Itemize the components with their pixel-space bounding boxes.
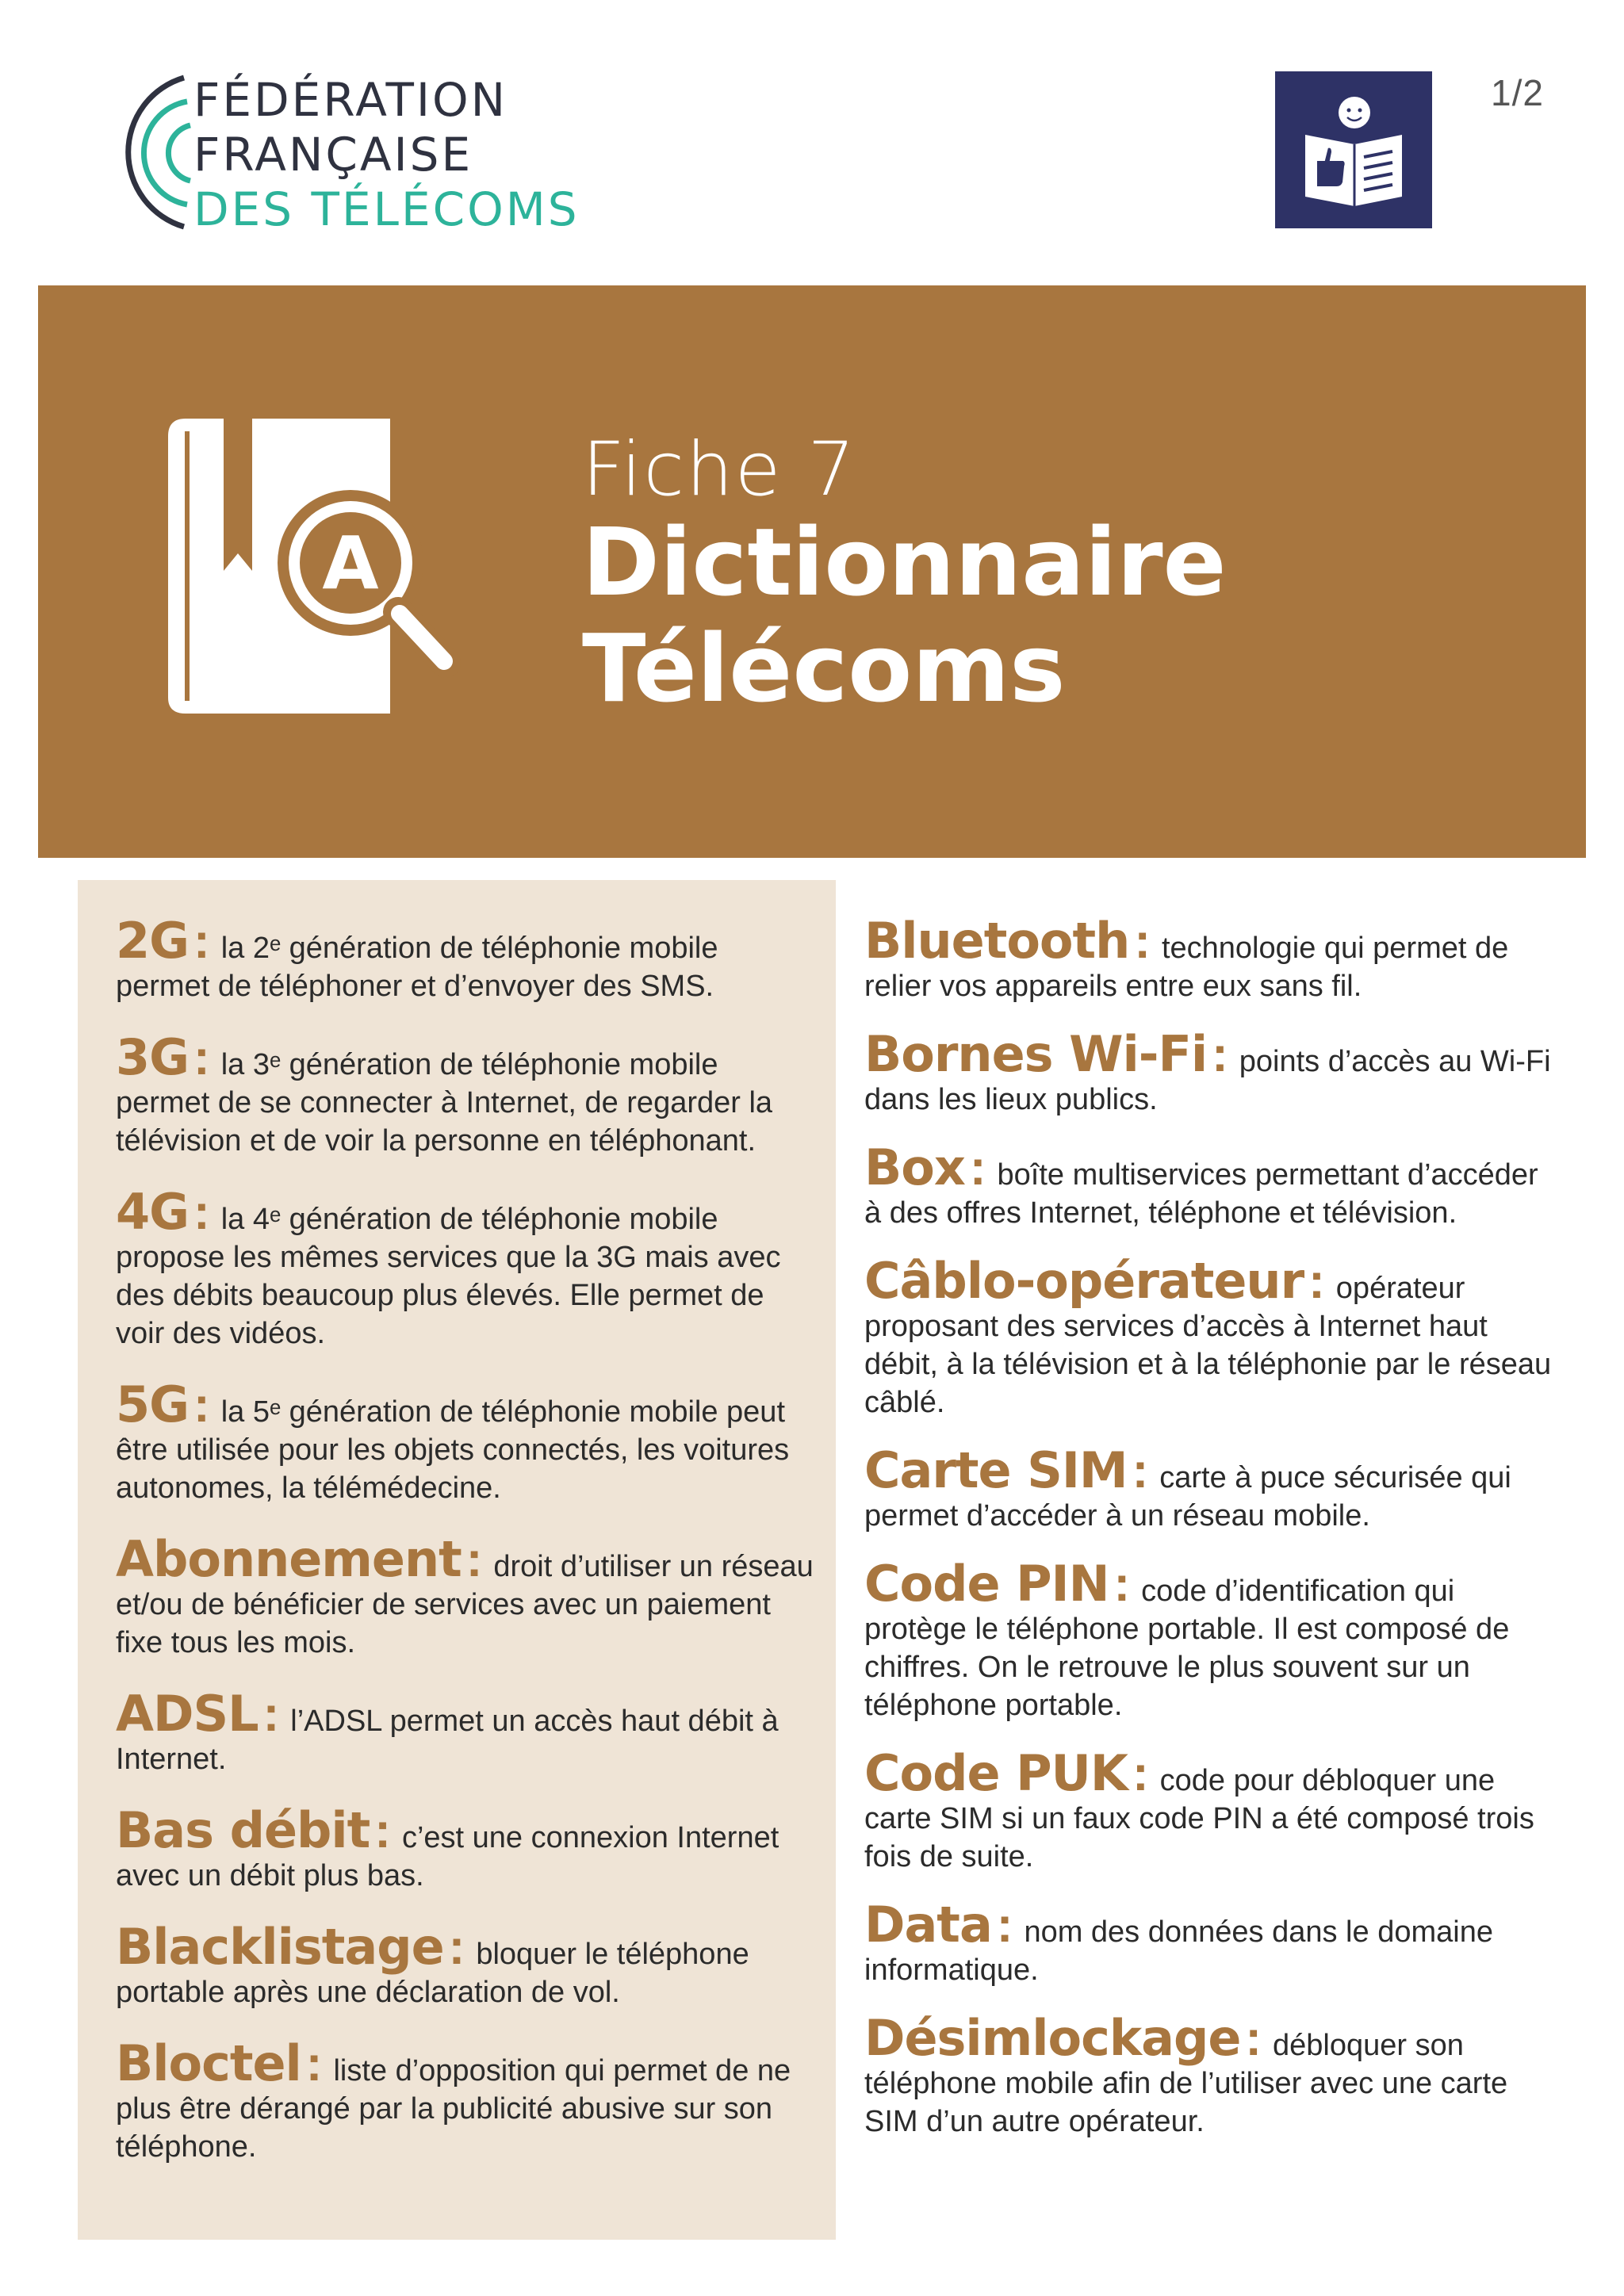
glossary-entry: 2G: la 2ᵉ génération de téléphonie mobile permet de téléphoner et d’envoyer des SMS. bbox=[116, 912, 718, 1003]
glossary-term: 5G bbox=[116, 1376, 190, 1433]
glossary-entry: Bluetooth: technologie qui permet de relier vos appareils entre eux sans fil. bbox=[864, 912, 1509, 1003]
glossary-term: Bornes Wi-Fi bbox=[864, 1025, 1208, 1083]
glossary-term: Carte SIM bbox=[864, 1441, 1128, 1499]
logo-line-2: FRANÇAISE bbox=[193, 128, 473, 182]
glossary-term: Code PUK bbox=[864, 1744, 1128, 1802]
glossary-term: Code PIN bbox=[864, 1555, 1109, 1613]
banner-icon-letter: A bbox=[322, 521, 379, 606]
glossary-right-column bbox=[864, 912, 1562, 2164]
glossary-term: Abonnement bbox=[116, 1530, 462, 1588]
glossary-definition: bloquer le téléphone portable après une déclaration de vol. bbox=[116, 1938, 749, 2009]
glossary-entry: Data: nom des données dans le domaine informatique. bbox=[864, 1896, 1493, 1987]
glossary-definition: la 4ᵉ génération de téléphonie mobile propose les mêmes services que la 3G mais avec des débits beaucoup plus élevés. Elle permet de voir des vidéos. bbox=[116, 1203, 781, 1350]
glossary-entry: Abonnement: droit d’utiliser un réseau et/ou de bénéficier de services avec un paiement fixe tous les mois. bbox=[116, 1530, 814, 1659]
glossary-entry: 3G: la 3ᵉ génération de téléphonie mobile permet de se connecter à Internet, de regarder la télévision et de voir la personne en téléphonant. bbox=[116, 1028, 773, 1158]
glossary-definition: technologie qui permet de relier vos appareils entre eux sans fil. bbox=[864, 932, 1509, 1003]
glossary-definition: liste d’opposition qui permet de ne plus être dérangé par la publicité abusive sur son téléphone. bbox=[116, 2054, 791, 2164]
page-title-line-1: Dictionnaire bbox=[582, 507, 1227, 617]
fiche-label: Fiche 7 bbox=[582, 427, 857, 513]
glossary-entry: Box: boîte multiservices permettant d’accéder à des offres Internet, téléphone et télévision. bbox=[864, 1138, 1538, 1230]
federation-logo bbox=[105, 70, 580, 236]
glossary-term: Bluetooth bbox=[864, 912, 1130, 970]
glossary-entry: 4G: la 4ᵉ génération de téléphonie mobile propose les mêmes services que la 3G mais avec des débits beaucoup plus élevés. Elle permet de voir des vidéos. bbox=[116, 1183, 781, 1350]
glossary-definition: boîte multiservices permettant d’accéder à des offres Internet, téléphone et télévision. bbox=[864, 1158, 1538, 1230]
glossary-entry: Câblo-opérateur: opérateur proposant des services d’accès à Internet haut débit, à la télévision et à la téléphonie par le réseau câblé. bbox=[864, 1252, 1552, 1419]
glossary-definition: c’est une connexion Internet avec un débit plus bas. bbox=[116, 1821, 779, 1892]
glossary-term: 3G bbox=[116, 1028, 190, 1086]
glossary-entry: Désimlockage: débloquer son téléphone mobile afin de l’utiliser avec une carte SIM d’un autre opérateur. bbox=[864, 2009, 1508, 2138]
glossary-definition: droit d’utiliser un réseau et/ou de bénéficier de services avec un paiement fixe tous les mois. bbox=[116, 1550, 814, 1659]
glossary-definition: carte à puce sécurisée qui permet d’accéder à un réseau mobile. bbox=[864, 1461, 1511, 1533]
glossary-entry: 5G: la 5ᵉ génération de téléphonie mobile peut être utilisée pour les objets connectés, les voitures autonomes, la télémédecine. bbox=[116, 1376, 790, 1505]
easy-to-read-icon bbox=[1275, 71, 1432, 228]
title-banner bbox=[38, 285, 1586, 858]
glossary-entry: Code PUK: code pour débloquer une carte SIM si un faux code PIN a été composé trois fois de suite. bbox=[864, 1744, 1534, 1873]
page-title-line-2: Télécoms bbox=[582, 614, 1066, 723]
glossary-term: 2G bbox=[116, 912, 190, 970]
glossary-entry: Bornes Wi-Fi: points d’accès au Wi-Fi dans les lieux publics. bbox=[864, 1025, 1551, 1116]
glossary-entry: ADSL: l’ADSL permet un accès haut débit à Internet. bbox=[116, 1685, 779, 1776]
glossary-term: Désimlockage bbox=[864, 2009, 1241, 2067]
glossary-definition: points d’accès au Wi-Fi dans les lieux publics. bbox=[864, 1045, 1551, 1116]
glossary-definition: l’ADSL permet un accès haut débit à Internet. bbox=[116, 1705, 779, 1776]
glossary-definition: débloquer son téléphone mobile afin de l’utiliser avec une carte SIM d’un autre opérateur. bbox=[864, 2029, 1508, 2138]
glossary-term: ADSL bbox=[116, 1685, 259, 1743]
glossary-term: Data bbox=[864, 1896, 992, 1954]
glossary-definition: opérateur proposant des services d’accès à Internet haut débit, à la télévision et à la téléphonie par le réseau câblé. bbox=[864, 1272, 1552, 1419]
glossary-definition: code pour débloquer une carte SIM si un faux code PIN a été composé trois fois de suite. bbox=[864, 1764, 1534, 1873]
glossary-definition: la 3ᵉ génération de téléphonie mobile permet de se connecter à Internet, de regarder la télévision et de voir la personne en téléphonant. bbox=[116, 1048, 773, 1158]
glossary-entry: Bas débit: c’est une connexion Internet avec un débit plus bas. bbox=[116, 1801, 779, 1892]
page-title bbox=[582, 509, 1227, 721]
glossary-left-column bbox=[116, 912, 814, 2193]
logo-line-1: FÉDÉRATION bbox=[193, 73, 508, 127]
glossary-entry: Code PIN: code d’identification qui protège le téléphone portable. Il est composé de chiffres. On le retrouve le plus souvent sur un téléphone portable. bbox=[864, 1555, 1510, 1722]
glossary-term: Blacklistage bbox=[116, 1918, 444, 1976]
logo-line-3: DES TÉLÉCOMS bbox=[193, 182, 580, 236]
glossary-definition: la 5ᵉ génération de téléphonie mobile peut être utilisée pour les objets connectés, les voitures autonomes, la télémédecine. bbox=[116, 1395, 790, 1505]
glossary-definition: la 2ᵉ génération de téléphonie mobile permet de téléphoner et d’envoyer des SMS. bbox=[116, 932, 718, 1003]
glossary-term: Box bbox=[864, 1138, 965, 1196]
logo-text bbox=[193, 73, 580, 237]
glossary-term: 4G bbox=[116, 1183, 190, 1241]
page-number: 1/2 bbox=[1491, 72, 1544, 113]
dictionary-search-icon bbox=[152, 412, 485, 729]
glossary-definition: code d’identification qui protège le téléphone portable. Il est composé de chiffres. On le retrouve le plus souvent sur un téléphone portable. bbox=[864, 1575, 1510, 1722]
glossary-entry: Blacklistage: bloquer le téléphone portable après une déclaration de vol. bbox=[116, 1918, 749, 2009]
glossary-definition: nom des données dans le domaine informatique. bbox=[864, 1915, 1493, 1987]
glossary-term: Bloctel bbox=[116, 2034, 301, 2092]
glossary-entry: Carte SIM: carte à puce sécurisée qui permet d’accéder à un réseau mobile. bbox=[864, 1441, 1511, 1533]
glossary-term: Câblo-opérateur bbox=[864, 1252, 1304, 1310]
glossary-entry: Bloctel: liste d’opposition qui permet de ne plus être dérangé par la publicité abusive sur son téléphone. bbox=[116, 2034, 791, 2164]
glossary-term: Bas débit bbox=[116, 1801, 370, 1859]
